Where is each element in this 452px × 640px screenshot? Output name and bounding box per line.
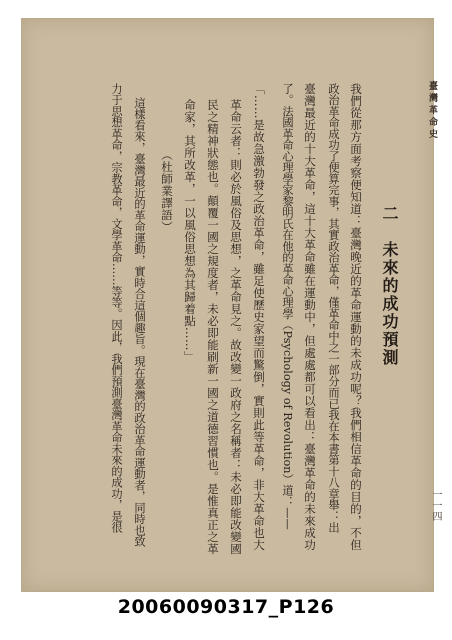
running-head: 臺灣革命史 <box>427 81 437 141</box>
body-line-5: 這樣看來，臺灣最近的革命運動，實時合這個趣旨。現在臺灣的政治革命運動者，同時也致 <box>133 97 146 547</box>
body-line-6: 力于思想革命，宗教革命，文學革命……等等。因此，我們預測臺灣革命未來的成功，是很 <box>110 83 123 533</box>
scan-id-caption: 20060090317_P126 <box>117 596 335 618</box>
body-line-2: 政治革命成功了便算完事，其實政治革命，僅革命中之一部分而已我在本書第十八章舉：出 <box>327 83 340 533</box>
quote-line-3: 民之精神狀態也。顛覆一國之規度者，未必即能刷新一國之道德習慣也。是惟真正之革 <box>206 99 220 555</box>
quote-attribution: （杜師業譯語） <box>160 149 174 233</box>
body-line-3: 臺灣最近的十大革命，這十大革命雖在運動中，但處處都可以看出：臺灣革命的未來成功 <box>303 83 317 551</box>
quote-line-1: 「……是故急激勃發之政治革命，雖足使歷史家望而驚倒，實則此等革命，非大革命也大 <box>252 83 266 551</box>
page-number: 一一四 <box>430 489 441 522</box>
quote-line-2: 革命云者：則必於風俗及思想，之革命見之。故改變一政府之名稱者：未必即能改變國 <box>229 99 243 555</box>
book-page <box>21 18 441 592</box>
body-line-4: 了。法國革命心理學家黎明氏在他的革命心理學（Psychology of Revolution）道：—— <box>281 83 294 530</box>
body-line-1: 我們從那方面考察便知道：臺灣晚近的革命運動的未成功呢？我們相信革命的目的，不但 <box>349 83 363 551</box>
section-title: 二 未來的成功預測 <box>380 205 399 367</box>
quote-line-4: 命家，其所改革，一以風俗思想為其歸着點……」 <box>183 99 197 363</box>
